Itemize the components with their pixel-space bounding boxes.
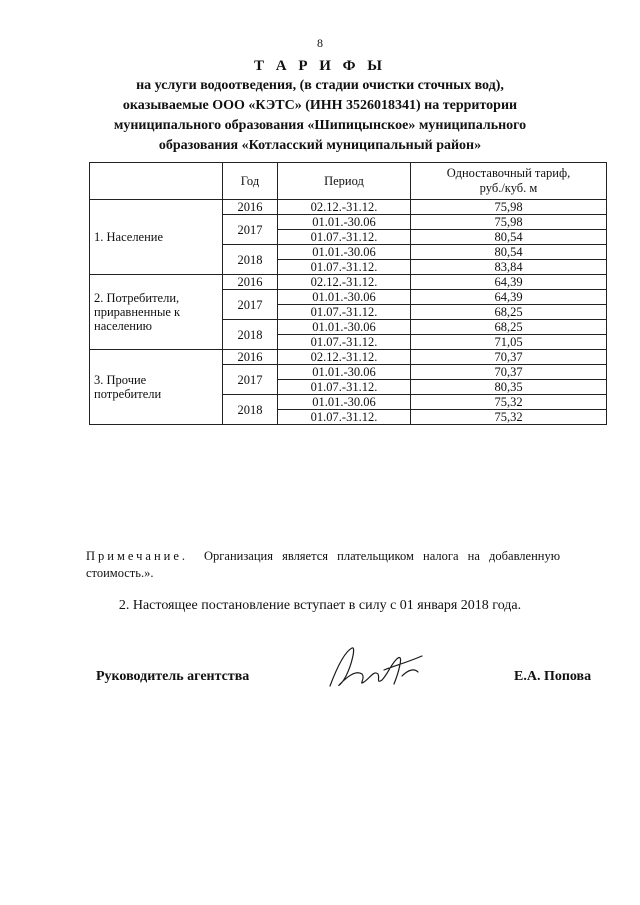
subtitle-line: муниципального образования «Шипицынское» муниципального <box>113 118 527 133</box>
period-cell: 01.01.-30.06 <box>278 365 411 380</box>
subtitle-line: образования «Котласский муниципальный район» <box>158 138 482 153</box>
consumer-group-line: населению <box>94 319 152 333</box>
header-tariff-line1: Одноставочный тариф, <box>446 166 571 180</box>
subtitle-line: на услуги водоотведения, (в стадии очистки сточных вод), <box>136 78 504 93</box>
period-cell: 01.07.-31.12. <box>278 335 411 350</box>
tariff-cell: 80,35 <box>411 380 607 395</box>
period-cell: 02.12.-31.12. <box>278 350 411 365</box>
tariff-cell: 83,84 <box>411 260 607 275</box>
period-cell: 01.07.-31.12. <box>278 410 411 425</box>
consumer-group-label <box>90 350 223 425</box>
tariff-cell: 75,98 <box>411 200 607 215</box>
consumer-group-line: потребители <box>94 387 162 401</box>
tariff-cell: 75,32 <box>411 395 607 410</box>
header-period: Период <box>278 163 411 200</box>
note <box>86 548 606 582</box>
tariff-cell: 70,37 <box>411 365 607 380</box>
year-cell: 2016 <box>223 275 278 290</box>
tariff-cell: 68,25 <box>411 305 607 320</box>
year-cell: 2017 <box>223 365 278 395</box>
period-cell: 02.12.-31.12. <box>278 200 411 215</box>
year-cell: 2016 <box>223 350 278 365</box>
effective-date-paragraph: 2. Настоящее постановление вступает в силу с 01 января 2018 года. <box>118 598 522 613</box>
year-cell: 2018 <box>223 320 278 350</box>
tariff-cell: 68,25 <box>411 320 607 335</box>
signatory-role: Руководитель агентства <box>96 669 250 684</box>
tariff-cell: 71,05 <box>411 335 607 350</box>
period-cell: 01.07.-31.12. <box>278 305 411 320</box>
year-cell: 2018 <box>223 395 278 425</box>
period-cell: 01.07.-31.12. <box>278 260 411 275</box>
period-cell: 02.12.-31.12. <box>278 275 411 290</box>
tariff-cell: 64,39 <box>411 275 607 290</box>
header-year: Год <box>223 163 278 200</box>
period-cell: 01.01.-30.06 <box>278 290 411 305</box>
consumer-group-line: приравненные к <box>94 305 181 319</box>
consumer-group-line: 3. Прочие <box>94 373 147 387</box>
header-tariff <box>411 163 607 200</box>
tariff-cell: 75,32 <box>411 410 607 425</box>
year-cell: 2016 <box>223 200 278 215</box>
table-header-row <box>90 163 607 200</box>
consumer-group-line: 2. Потребители, <box>94 291 180 305</box>
tariff-cell: 64,39 <box>411 290 607 305</box>
note-text: Организация является плательщиком налога на добавленную стоимость.». <box>86 549 561 580</box>
document-title: Т А Р И Ф Ы <box>253 58 387 74</box>
note-label: Примечание. <box>86 549 189 563</box>
header-tariff-line2: руб./куб. м <box>479 181 538 195</box>
year-cell: 2018 <box>223 245 278 275</box>
period-cell: 01.07.-31.12. <box>278 230 411 245</box>
period-cell: 01.07.-31.12. <box>278 380 411 395</box>
consumer-group-label <box>90 275 223 350</box>
tariff-cell: 80,54 <box>411 245 607 260</box>
year-cell: 2017 <box>223 215 278 245</box>
period-cell: 01.01.-30.06 <box>278 395 411 410</box>
tariff-table <box>89 162 607 425</box>
page-number: 8 <box>317 36 323 50</box>
handwritten-signature <box>322 640 432 705</box>
subtitle-line: оказываемые ООО «КЭТС» (ИНН 3526018341) на территории <box>122 98 518 113</box>
tariff-cell: 70,37 <box>411 350 607 365</box>
consumer-group-line: 1. Население <box>94 230 164 244</box>
period-cell: 01.01.-30.06 <box>278 215 411 230</box>
year-cell: 2017 <box>223 290 278 320</box>
header-group <box>90 163 223 200</box>
period-cell: 01.01.-30.06 <box>278 245 411 260</box>
consumer-group-label <box>90 200 223 275</box>
table-body <box>90 200 607 425</box>
signatory-name: Е.А. Попова <box>514 669 592 684</box>
document-subtitle <box>60 76 580 156</box>
tariff-cell: 75,98 <box>411 215 607 230</box>
period-cell: 01.01.-30.06 <box>278 320 411 335</box>
tariff-cell: 80,54 <box>411 230 607 245</box>
